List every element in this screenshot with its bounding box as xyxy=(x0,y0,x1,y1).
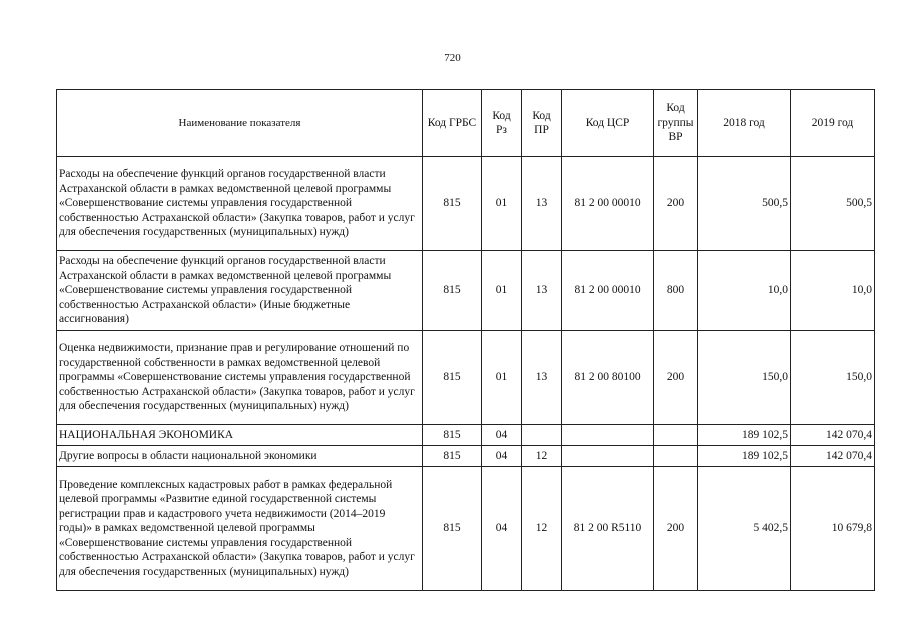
row-2018: 500,5 xyxy=(698,157,791,251)
row-csr xyxy=(562,425,654,446)
header-rz xyxy=(482,90,522,157)
row-vr: 200 xyxy=(654,467,698,591)
row-2018: 189 102,5 xyxy=(698,446,791,467)
header-csr: Код ЦСР xyxy=(562,90,654,157)
header-rz-line2: Рз xyxy=(496,124,507,136)
row-name: Проведение комплексных кадастровых работ в рамках федеральной целевой программы «Развитие единой государственной системы регистрации прав и кадастрового учета недвижимости (2014–2019 годы)» в рамках ведомственной целевой программы «Совершенствование системы управления государственной собственностью Астраханской области» (Закупка товаров, работ и услуг для обеспечения государственных (муниципальных) нужд) xyxy=(57,467,423,591)
table-header-row xyxy=(57,90,875,157)
header-vr-line3: ВР xyxy=(668,131,683,144)
row-name: Оценка недвижимости, признание прав и регулирование отношений по государственной собственности в рамках ведомственной целевой программы «Совершенствование системы управления государственной собственностью Астраханской области» (Закупка товаров, работ и услуг для обеспечения государственных (муниципальных) нужд) xyxy=(57,331,423,425)
row-name: Другие вопросы в области национальной экономики xyxy=(57,446,423,467)
row-vr: 200 xyxy=(654,157,698,251)
row-2019: 10 679,8 xyxy=(791,467,875,591)
row-vr xyxy=(654,425,698,446)
header-grbs: Код ГРБС xyxy=(423,90,482,157)
row-2019: 10,0 xyxy=(791,251,875,331)
row-csr xyxy=(562,446,654,467)
row-rz: 01 xyxy=(482,157,522,251)
row-rz: 01 xyxy=(482,251,522,331)
row-pr: 13 xyxy=(522,157,562,251)
header-vr-line1: Код xyxy=(666,102,685,115)
row-2019: 142 070,4 xyxy=(791,425,875,446)
row-grbs: 815 xyxy=(423,331,482,425)
row-rz: 01 xyxy=(482,331,522,425)
row-pr: 13 xyxy=(522,331,562,425)
row-name: Расходы на обеспечение функций органов государственной власти Астраханской области в рамках ведомственной целевой программы «Совершенствование системы управления государственной собственностью Астраханской области» (Закупка товаров, работ и услуг для обеспечения государственных (муниципальных) нужд) xyxy=(57,157,423,251)
row-pr xyxy=(522,425,562,446)
header-vr-line2: группы xyxy=(657,116,694,129)
row-rz: 04 xyxy=(482,425,522,446)
row-2018: 189 102,5 xyxy=(698,425,791,446)
page-number: 720 xyxy=(444,52,461,64)
row-vr: 200 xyxy=(654,331,698,425)
table-row-section xyxy=(57,425,875,446)
row-grbs: 815 xyxy=(423,467,482,591)
row-vr: 800 xyxy=(654,251,698,331)
row-2018: 10,0 xyxy=(698,251,791,331)
row-rz: 04 xyxy=(482,446,522,467)
table-row xyxy=(57,331,875,425)
table-row xyxy=(57,467,875,591)
header-2018: 2018 год xyxy=(698,90,791,157)
row-vr xyxy=(654,446,698,467)
row-pr: 12 xyxy=(522,467,562,591)
row-2019: 142 070,4 xyxy=(791,446,875,467)
row-2019: 150,0 xyxy=(791,331,875,425)
header-name: Наименование показателя xyxy=(57,90,423,157)
header-pr xyxy=(522,90,562,157)
row-grbs: 815 xyxy=(423,425,482,446)
budget-table xyxy=(56,89,875,591)
row-grbs: 815 xyxy=(423,157,482,251)
header-rz-line1: Код xyxy=(492,109,511,122)
row-csr: 81 2 00 00010 xyxy=(562,157,654,251)
header-pr-line2: ПР xyxy=(534,124,549,136)
row-2019: 500,5 xyxy=(791,157,875,251)
table-row xyxy=(57,157,875,251)
row-csr: 81 2 00 00010 xyxy=(562,251,654,331)
row-grbs: 815 xyxy=(423,446,482,467)
table-row xyxy=(57,251,875,331)
row-2018: 150,0 xyxy=(698,331,791,425)
row-name: НАЦИОНАЛЬНАЯ ЭКОНОМИКА xyxy=(57,425,423,446)
row-pr: 12 xyxy=(522,446,562,467)
row-name: Расходы на обеспечение функций органов государственной власти Астраханской области в рамках ведомственной целевой программы «Совершенствование системы управления государственной собственностью Астраханской области» (Иные бюджетные ассигнования) xyxy=(57,251,423,331)
table-row xyxy=(57,446,875,467)
row-rz: 04 xyxy=(482,467,522,591)
header-vr xyxy=(654,90,698,157)
row-csr: 81 2 00 R5110 xyxy=(562,467,654,591)
row-2018: 5 402,5 xyxy=(698,467,791,591)
row-grbs: 815 xyxy=(423,251,482,331)
header-pr-line1: Код xyxy=(532,109,551,122)
row-csr: 81 2 00 80100 xyxy=(562,331,654,425)
header-2019: 2019 год xyxy=(791,90,875,157)
row-pr: 13 xyxy=(522,251,562,331)
